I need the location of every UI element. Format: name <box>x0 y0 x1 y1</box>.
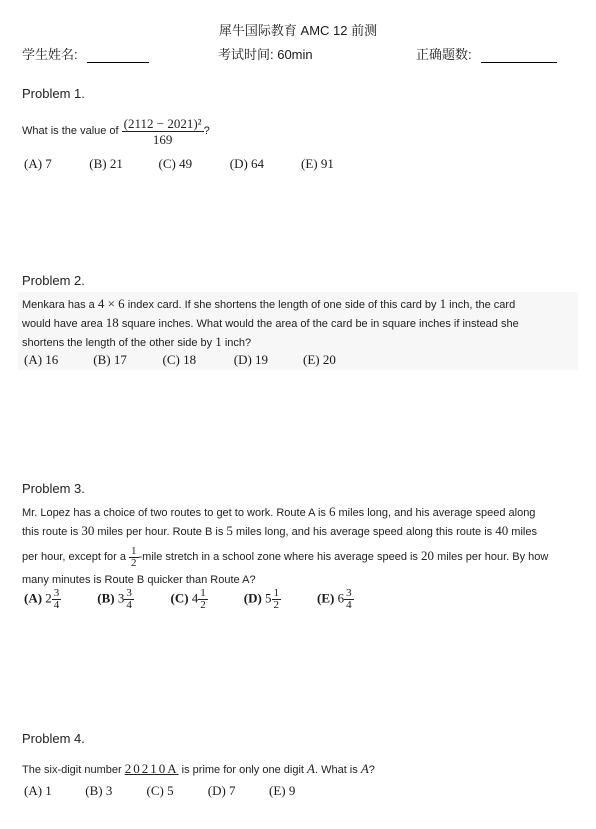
fraction-numerator: 1 <box>131 544 137 557</box>
math: 18 <box>105 315 119 330</box>
choice-a[interactable]: (A) 16 <box>24 352 59 367</box>
problem-1-fraction <box>122 116 204 147</box>
text: miles <box>511 526 537 538</box>
choice-a[interactable]: (A) 7 <box>24 156 52 171</box>
problem-1-fraction-denominator: 169 <box>152 131 173 147</box>
fraction-numerator: 3 <box>126 587 132 599</box>
correct-count-label: 正确题数: <box>416 47 472 62</box>
choice-c[interactable] <box>171 588 241 611</box>
text: is prime for only one digit <box>181 764 304 776</box>
problem-2-line-3 <box>22 333 578 352</box>
choice-b[interactable]: (B) 21 <box>89 156 123 171</box>
choice-a[interactable] <box>24 588 94 611</box>
problem-2-line-2 <box>22 314 578 333</box>
mixed-fraction <box>272 588 282 611</box>
correct-count-blank[interactable] <box>481 50 557 63</box>
mixed-fraction <box>198 588 208 611</box>
text: miles long, and his average speed along <box>338 507 536 519</box>
mixed-fraction <box>344 588 354 611</box>
mixed-fraction <box>52 588 62 611</box>
math: 4 × 6 <box>97 296 125 311</box>
problem-2-title: Problem 2. <box>22 273 85 288</box>
fraction-denominator: 4 <box>346 599 352 611</box>
choice-c[interactable]: (C) 5 <box>146 783 174 798</box>
problem-3-line-2 <box>22 522 582 541</box>
problem-4-text <box>22 760 375 779</box>
choice-label: (D) <box>243 590 262 606</box>
text: shortens the length of the other side by <box>22 337 213 349</box>
fraction-numerator: 1 <box>200 587 206 599</box>
text: . What is <box>314 764 358 776</box>
problem-4-title: Problem 4. <box>22 731 85 746</box>
six-digit-number: 20210A <box>124 761 179 776</box>
choice-b[interactable] <box>97 588 167 611</box>
math: 1 <box>439 296 447 311</box>
text: inch? <box>224 337 252 349</box>
fraction-denominator: 4 <box>53 599 60 611</box>
problem-4-choices <box>24 783 295 799</box>
choice-label: (B) <box>97 590 115 606</box>
text: Menkara has a <box>22 299 95 311</box>
text: miles per hour. Route B is <box>97 526 224 538</box>
fraction-numerator: 1 <box>273 587 280 599</box>
fraction-numerator: 3 <box>346 587 352 599</box>
choice-a[interactable]: (A) 1 <box>24 783 52 798</box>
mixed-whole: 5 <box>265 590 272 606</box>
student-name-blank[interactable] <box>87 50 149 63</box>
student-name-field <box>22 44 149 63</box>
text: ? <box>368 764 375 776</box>
problem-1-title: Problem 1. <box>22 86 85 101</box>
student-name-label: 学生姓名: <box>22 47 78 62</box>
choice-e[interactable]: (E) 91 <box>301 156 334 171</box>
choice-d[interactable]: (D) 7 <box>207 783 236 798</box>
mixed-whole: 4 <box>191 590 199 606</box>
choice-label: (E) <box>317 590 335 606</box>
text: index card. If she shortens the length of one side of this card by <box>127 299 437 311</box>
choice-label: (C) <box>170 590 189 606</box>
choice-d[interactable]: (D) 19 <box>233 352 269 367</box>
mixed-whole: 6 <box>337 590 345 606</box>
text: would have area <box>22 318 103 330</box>
problem-2-line-1 <box>22 295 578 314</box>
math: 40 <box>495 523 509 538</box>
text: square inches. What would the area of the card be in square inches if instead she <box>121 318 519 330</box>
fraction-denominator: 4 <box>126 599 132 611</box>
choice-c[interactable]: (C) 49 <box>158 156 193 171</box>
math: 30 <box>81 523 95 538</box>
choice-b[interactable]: (B) 3 <box>85 783 113 798</box>
fraction-numerator: 3 <box>53 587 60 599</box>
exam-time: 考试时间: 60min <box>218 47 313 62</box>
text: -mile stretch in a school zone where his average speed is <box>138 551 418 563</box>
problem-1-choices <box>24 156 334 172</box>
math: 6 <box>328 504 336 519</box>
problem-3-line-1 <box>22 503 582 522</box>
math: 1 <box>215 334 222 349</box>
problem-1-text-suffix: ? <box>203 125 210 137</box>
fraction-denominator: 2 <box>200 599 206 611</box>
choice-c[interactable]: (C) 18 <box>162 352 197 367</box>
mixed-fraction <box>124 588 134 611</box>
problem-3-title: Problem 3. <box>22 481 85 496</box>
mixed-whole: 3 <box>117 590 125 606</box>
document-title: 犀牛国际教育 AMC 12 前测 <box>218 23 378 38</box>
math: 5 <box>226 523 233 538</box>
text: miles long, and his average speed along this route is <box>235 526 493 538</box>
problem-1-text <box>22 114 210 148</box>
problem-1-text-prefix: What is the value of <box>22 125 119 137</box>
text: The six-digit number <box>22 764 122 776</box>
variable-a: A <box>360 761 369 776</box>
correct-count-field <box>416 44 557 63</box>
text: this route is <box>22 526 79 538</box>
fraction-denominator: 2 <box>131 556 137 569</box>
problem-3-line-3 <box>22 541 582 572</box>
text: inch, the card <box>449 299 516 311</box>
mixed-whole: 2 <box>45 590 52 606</box>
problem-2-choices <box>24 352 336 368</box>
variable-a: A <box>307 761 315 776</box>
problem-2-text <box>22 295 578 352</box>
choice-e[interactable] <box>317 588 354 611</box>
text: Mr. Lopez has a choice of two routes to get to work. Route A is <box>22 507 326 519</box>
half-fraction <box>129 546 139 569</box>
choice-e[interactable]: (E) 9 <box>269 783 296 798</box>
choice-e[interactable]: (E) 20 <box>303 352 336 367</box>
problem-3-choices <box>24 588 354 611</box>
text: per hour, except for a <box>22 551 126 563</box>
fraction-denominator: 2 <box>273 599 280 611</box>
choice-d[interactable]: (D) 64 <box>229 156 265 171</box>
choice-label: (A) <box>24 590 43 606</box>
problem-3-text <box>22 503 582 589</box>
math: 20 <box>421 548 434 563</box>
choice-d[interactable] <box>244 588 314 611</box>
text: miles per hour. By how <box>437 551 549 563</box>
problem-3-line-4: many minutes is Route B quicker than Route A? <box>22 574 256 586</box>
problem-1-fraction-numerator: (2112 − 2021)² <box>123 115 202 131</box>
choice-b[interactable]: (B) 17 <box>93 352 127 367</box>
